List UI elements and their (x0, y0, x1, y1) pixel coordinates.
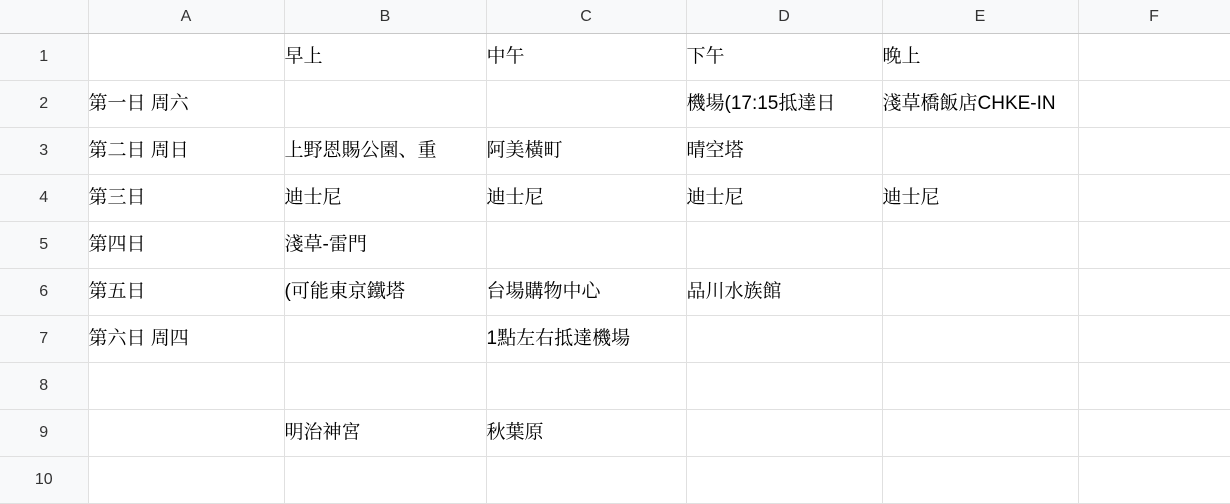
column-header-a[interactable]: A (88, 0, 284, 34)
cell-f10[interactable] (1078, 457, 1230, 504)
cell-d1[interactable]: 下午 (686, 34, 882, 81)
cell-a4[interactable]: 第三日 (88, 175, 284, 222)
cell-f6[interactable] (1078, 269, 1230, 316)
cell-d3[interactable]: 晴空塔 (686, 128, 882, 175)
cell-e5[interactable] (882, 222, 1078, 269)
cell-f5[interactable] (1078, 222, 1230, 269)
table-row[interactable] (0, 269, 1230, 316)
cell-b7[interactable] (284, 316, 486, 363)
cell-c2[interactable] (486, 81, 686, 128)
cell-b5[interactable]: 淺草-雷門 (284, 222, 486, 269)
column-header-c[interactable]: C (486, 0, 686, 34)
cell-c9[interactable]: 秋葉原 (486, 410, 686, 457)
cell-f3[interactable] (1078, 128, 1230, 175)
cell-e8[interactable] (882, 363, 1078, 410)
cell-a1[interactable] (88, 34, 284, 81)
cell-e6[interactable] (882, 269, 1078, 316)
cell-a9[interactable] (88, 410, 284, 457)
table-row[interactable] (0, 410, 1230, 457)
table-row[interactable] (0, 81, 1230, 128)
cell-c6[interactable]: 台場購物中心 (486, 269, 686, 316)
cell-a10[interactable] (88, 457, 284, 504)
table-row[interactable] (0, 128, 1230, 175)
cell-b2[interactable] (284, 81, 486, 128)
table-row[interactable] (0, 316, 1230, 363)
row-header-4[interactable]: 4 (0, 175, 88, 222)
cell-b10[interactable] (284, 457, 486, 504)
row-header-6[interactable]: 6 (0, 269, 88, 316)
cell-f1[interactable] (1078, 34, 1230, 81)
cell-d7[interactable] (686, 316, 882, 363)
cell-f8[interactable] (1078, 363, 1230, 410)
cell-e2[interactable]: 淺草橋飯店CHKE-IN (882, 81, 1078, 128)
cell-f2[interactable] (1078, 81, 1230, 128)
row-header-8[interactable]: 8 (0, 363, 88, 410)
row-header-3[interactable]: 3 (0, 128, 88, 175)
table-row[interactable] (0, 363, 1230, 410)
row-header-9[interactable]: 9 (0, 410, 88, 457)
cell-c7[interactable]: 1點左右抵達機場 (486, 316, 686, 363)
row-header-2[interactable]: 2 (0, 81, 88, 128)
cell-b9[interactable]: 明治神宮 (284, 410, 486, 457)
column-header-e[interactable]: E (882, 0, 1078, 34)
cell-b3[interactable]: 上野恩賜公園、重 (284, 128, 486, 175)
cell-e9[interactable] (882, 410, 1078, 457)
cell-c10[interactable] (486, 457, 686, 504)
cell-d8[interactable] (686, 363, 882, 410)
table-row[interactable] (0, 175, 1230, 222)
cell-e4[interactable]: 迪士尼 (882, 175, 1078, 222)
cell-d4[interactable]: 迪士尼 (686, 175, 882, 222)
cell-d2[interactable]: 機場(17:15抵達日 (686, 81, 882, 128)
cell-a3[interactable]: 第二日 周日 (88, 128, 284, 175)
column-header-d[interactable]: D (686, 0, 882, 34)
table-row[interactable] (0, 34, 1230, 81)
cell-b4[interactable]: 迪士尼 (284, 175, 486, 222)
cell-f9[interactable] (1078, 410, 1230, 457)
column-header-row (0, 0, 1230, 34)
cell-e3[interactable] (882, 128, 1078, 175)
cell-c8[interactable] (486, 363, 686, 410)
cell-a2[interactable]: 第一日 周六 (88, 81, 284, 128)
cell-c4[interactable]: 迪士尼 (486, 175, 686, 222)
cell-c5[interactable] (486, 222, 686, 269)
cell-f7[interactable] (1078, 316, 1230, 363)
cell-e1[interactable]: 晚上 (882, 34, 1078, 81)
row-header-5[interactable]: 5 (0, 222, 88, 269)
cell-a6[interactable]: 第五日 (88, 269, 284, 316)
cell-a8[interactable] (88, 363, 284, 410)
cell-c1[interactable]: 中午 (486, 34, 686, 81)
row-header-7[interactable]: 7 (0, 316, 88, 363)
column-header-b[interactable]: B (284, 0, 486, 34)
table-row[interactable] (0, 457, 1230, 504)
cell-d10[interactable] (686, 457, 882, 504)
cell-d9[interactable] (686, 410, 882, 457)
cell-e10[interactable] (882, 457, 1078, 504)
column-header-f[interactable]: F (1078, 0, 1230, 34)
row-header-1[interactable]: 1 (0, 34, 88, 81)
cell-b1[interactable]: 早上 (284, 34, 486, 81)
cell-e7[interactable] (882, 316, 1078, 363)
cell-d6[interactable]: 品川水族館 (686, 269, 882, 316)
select-all-corner[interactable] (0, 0, 88, 34)
table-row[interactable] (0, 222, 1230, 269)
cell-f4[interactable] (1078, 175, 1230, 222)
cell-b8[interactable] (284, 363, 486, 410)
cell-a7[interactable]: 第六日 周四 (88, 316, 284, 363)
cell-d5[interactable] (686, 222, 882, 269)
cell-b6[interactable]: (可能東京鐵塔 (284, 269, 486, 316)
row-header-10[interactable]: 10 (0, 457, 88, 504)
cell-a5[interactable]: 第四日 (88, 222, 284, 269)
cell-c3[interactable]: 阿美橫町 (486, 128, 686, 175)
